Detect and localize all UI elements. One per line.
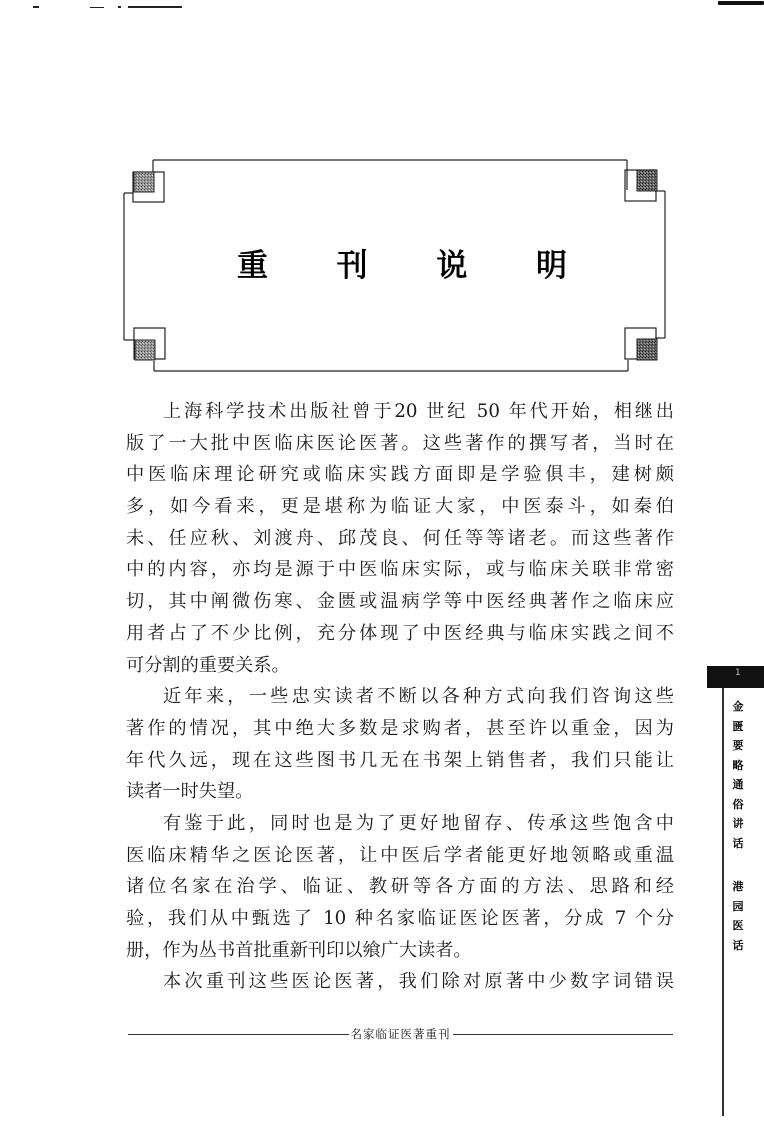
side-title-char: 要 xyxy=(732,739,744,752)
text-line: 近年来，一些忠实读者不断以各种方式向我们咨询这些 xyxy=(163,686,674,708)
side-rule xyxy=(722,688,724,1116)
text-line: 本次重刊这些医论医著，我们除对原著中少数字词错误 xyxy=(163,971,674,993)
text-line: 读者一时失望。 xyxy=(126,781,254,803)
text-line: 医临床精华之医论医著，让中医后学者能更好地领略或重温 xyxy=(126,844,674,866)
title-char: 说 xyxy=(436,247,468,284)
paragraph-3 xyxy=(126,808,674,966)
footer-series-label: 名家临证医著重刊 xyxy=(350,1027,451,1041)
paragraph-2 xyxy=(126,681,674,808)
scan-artifact xyxy=(718,1,764,5)
side-subtitle-char: 医 xyxy=(732,919,744,932)
side-title-char: 话 xyxy=(732,836,744,850)
side-subtitle-char: 港 xyxy=(732,880,744,893)
side-title-char: 匮 xyxy=(732,719,744,733)
text-line: 用者占了不少比例，充分体现了中医经典与临床实践之间不 xyxy=(126,622,674,644)
text-line: 上海科学技术出版社曾于20 世纪 50 年代开始，相继出 xyxy=(163,401,674,422)
text-line: 册，作为丛书首批重新刊印以飨广大读者。 xyxy=(126,939,472,961)
paragraph-4 xyxy=(126,966,674,998)
text-line: 多，如今看来，更是堪称为临证大家，中医泰斗，如秦伯 xyxy=(126,496,674,518)
text-line: 中医临床理论研究或临床实践方面即是学验俱丰，建树颇 xyxy=(126,464,674,486)
side-title-char: 略 xyxy=(732,758,744,772)
text-line: 切，其中阐微伤寒、金匮或温病学等中医经典著作之临床应 xyxy=(126,591,674,613)
text-line: 版了一大批中医临床医论医著。这些著作的撰写者，当时在 xyxy=(126,432,674,454)
footer-rule-right xyxy=(453,1034,674,1035)
title-char: 明 xyxy=(535,247,567,284)
side-tab-number: 1 xyxy=(735,668,741,678)
text-line: 年代久远，现在这些图书几无在书架上销售者，我们只能让 xyxy=(126,749,674,771)
footer-rule-left xyxy=(128,1034,349,1035)
side-subtitle-char: 园 xyxy=(732,899,744,913)
title-frame xyxy=(0,0,764,400)
text-line: 有鉴于此，同时也是为了更好地留存、传承这些饱含中 xyxy=(163,812,674,834)
text-line: 诸位名家在治学、临证、教研等各方面的方法、思路和经 xyxy=(126,876,674,898)
paragraph-1 xyxy=(126,396,674,681)
side-title-char: 讲 xyxy=(732,817,744,830)
page-title xyxy=(237,242,567,282)
side-title-char: 通 xyxy=(732,778,744,791)
footer-series xyxy=(128,1024,673,1044)
side-title-gap xyxy=(729,853,747,877)
text-line: 未、任应秋、刘渡舟、邱茂良、何任等等诸老。而这些著作 xyxy=(126,527,674,549)
scan-artifact xyxy=(128,6,182,8)
scan-artifact xyxy=(118,6,121,8)
side-title-char: 俗 xyxy=(732,797,744,811)
body-text xyxy=(126,396,674,998)
title-char: 刊 xyxy=(336,247,368,284)
side-subtitle-char: 话 xyxy=(732,938,744,952)
scan-artifact xyxy=(90,7,104,8)
side-book-title xyxy=(729,697,747,955)
text-line: 著作的情况，其中绝大多数是求购者，甚至许以重金，因为 xyxy=(126,717,674,739)
text-line: 可分割的重要关系。 xyxy=(126,654,290,676)
text-line: 中的内容，亦均是源于中医临床实际，或与临床关联非常密 xyxy=(126,559,674,581)
text-line: 验，我们从中甄选了 10 种名家临证医论医著，分成 7 个分 xyxy=(126,908,674,929)
ornamental-border-icon xyxy=(0,0,764,400)
side-title-char: 金 xyxy=(732,700,744,713)
scan-artifact xyxy=(33,6,39,8)
title-char: 重 xyxy=(237,247,268,284)
